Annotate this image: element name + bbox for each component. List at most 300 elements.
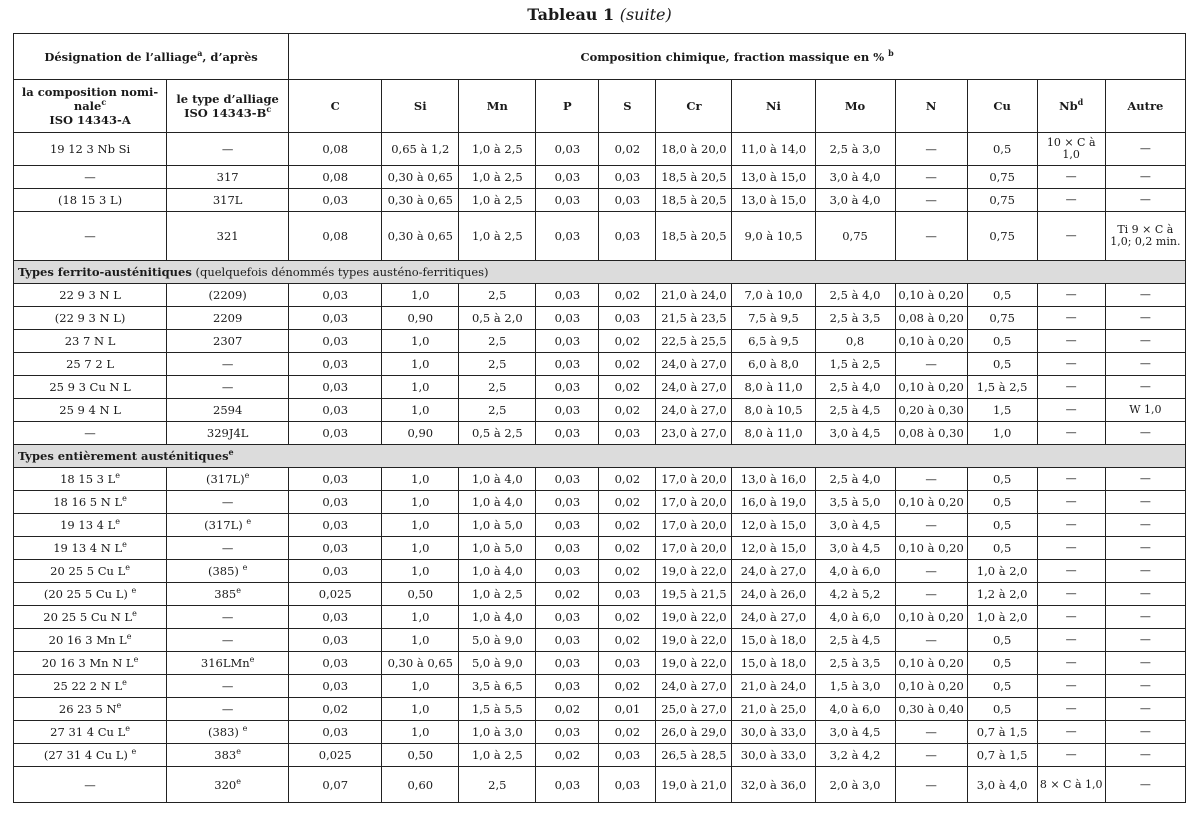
composition-value-cell: 19,0 à 22,0 (656, 629, 732, 652)
element-header-p: P (536, 80, 599, 133)
composition-value-cell: 0,10 à 0,20 (895, 376, 967, 399)
table-row (14, 721, 1186, 744)
composition-value-cell: 0,10 à 0,20 (895, 537, 967, 560)
composition-value-cell: 1,0 (382, 491, 459, 514)
nominal-designation-cell: 26 23 5 $N^e$ (14, 698, 167, 721)
composition-value-cell: 0,03 (536, 514, 599, 537)
composition-value-cell: 1,0 (382, 560, 459, 583)
table-row (14, 767, 1186, 803)
composition-value-cell: 0,5 (967, 284, 1037, 307)
composition-value-cell: — (1105, 698, 1185, 721)
composition-value-cell: 0,5 (967, 514, 1037, 537)
composition-value-cell: 0,02 (599, 675, 656, 698)
alloy-type-cell: (385) $^e$ (167, 560, 289, 583)
nominal-designation-cell: 20 16 3 Mn Le (14, 629, 167, 652)
composition-value-cell: — (1105, 376, 1185, 399)
alloy-type-cell: — (167, 537, 289, 560)
composition-value-cell: 13,0 à 15,0 (732, 189, 815, 212)
composition-value-cell: — (895, 468, 967, 491)
alloy-type-cell: — (167, 629, 289, 652)
caption-title: Tableau 1 (527, 5, 615, 24)
composition-value-cell: — (895, 767, 967, 803)
composition-value-cell: 32,0 à 36,0 (732, 767, 815, 803)
composition-value-cell: 30,0 à 33,0 (732, 721, 815, 744)
composition-value-cell: 0,5 (967, 629, 1037, 652)
composition-value-cell: 8 × C à 1,0 (1037, 767, 1105, 803)
composition-value-cell: — (1105, 675, 1185, 698)
composition-value-cell: 0,03 (289, 376, 382, 399)
composition-value-cell: 24,0 à 27,0 (732, 560, 815, 583)
composition-value-cell: 0,03 (536, 537, 599, 560)
composition-value-cell: 13,0 à 16,0 (732, 468, 815, 491)
composition-value-cell: 1,0 à 3,0 (459, 721, 536, 744)
nominal-designation-cell: — (14, 212, 167, 261)
composition-value-cell: 1,0 (382, 468, 459, 491)
composition-value-cell: 1,0 à 2,5 (459, 583, 536, 606)
table-row (14, 537, 1186, 560)
composition-value-cell: 8,0 à 11,0 (732, 376, 815, 399)
alloy-type-cell: 316LMn$^e$ (167, 652, 289, 675)
composition-value-cell: — (895, 721, 967, 744)
nominal-designation-cell: 25 9 3 Cu N L (14, 376, 167, 399)
composition-value-cell: — (1037, 353, 1105, 376)
composition-value-cell: 0,03 (289, 514, 382, 537)
composition-value-cell: — (1105, 284, 1185, 307)
composition-value-cell: 1,0 à 2,5 (459, 166, 536, 189)
composition-value-cell: 0,03 (289, 330, 382, 353)
composition-value-cell: 3,5 à 6,5 (459, 675, 536, 698)
composition-value-cell: W 1,0 (1105, 399, 1185, 422)
composition-value-cell: 0,90 (382, 422, 459, 445)
composition-value-cell: — (895, 212, 967, 261)
composition-value-cell: 0,5 à 2,5 (459, 422, 536, 445)
composition-value-cell: 1,0 (382, 514, 459, 537)
composition-value-cell: — (1105, 629, 1185, 652)
composition-value-cell: 0,30 à 0,65 (382, 212, 459, 261)
table-row (14, 212, 1186, 261)
alloy-type-cell: 329J4L (167, 422, 289, 445)
composition-value-cell: — (895, 133, 967, 166)
composition-value-cell: 9,0 à 10,5 (732, 212, 815, 261)
composition-value-cell: 2,5 à 3,5 (815, 307, 895, 330)
composition-value-cell: 1,5 (967, 399, 1037, 422)
composition-value-cell: 0,7 à 1,5 (967, 744, 1037, 767)
composition-value-cell: 0,03 (289, 353, 382, 376)
composition-value-cell: — (1037, 537, 1105, 560)
composition-value-cell: 10 × C à 1,0 (1037, 133, 1105, 166)
composition-value-cell: 0,02 (599, 606, 656, 629)
composition-value-cell: 1,0 (382, 353, 459, 376)
composition-value-cell: 1,0 (382, 537, 459, 560)
nominal-header: la composition nomi-nale$^c$ ISO 14343-A (14, 80, 167, 133)
composition-value-cell: 0,025 (289, 744, 382, 767)
composition-value-cell: — (1037, 376, 1105, 399)
composition-value-cell: 3,0 à 4,0 (815, 189, 895, 212)
composition-value-cell: 0,02 (536, 698, 599, 721)
composition-value-cell: — (1105, 307, 1185, 330)
table-caption (0, 0, 1199, 32)
composition-value-cell: 4,0 à 6,0 (815, 606, 895, 629)
composition-value-cell: 0,02 (599, 376, 656, 399)
composition-value-cell: 1,0 (382, 284, 459, 307)
composition-value-cell: 7,0 à 10,0 (732, 284, 815, 307)
composition-value-cell: — (1037, 422, 1105, 445)
nominal-designation-cell: 18 15 3 Le (14, 468, 167, 491)
composition-value-cell: 0,5 (967, 675, 1037, 698)
element-header-s: S (599, 80, 656, 133)
composition-value-cell: 0,03 (289, 284, 382, 307)
composition-value-cell: — (1105, 560, 1185, 583)
table-row (14, 468, 1186, 491)
composition-value-cell: — (1105, 133, 1185, 166)
composition-value-cell: — (1037, 744, 1105, 767)
composition-value-cell: 0,03 (289, 652, 382, 675)
composition-value-cell: 15,0 à 18,0 (732, 652, 815, 675)
composition-value-cell: — (1105, 652, 1185, 675)
composition-value-cell: 1,0 (382, 399, 459, 422)
composition-value-cell: — (1105, 767, 1185, 803)
composition-value-cell: 24,0 à 27,0 (656, 675, 732, 698)
composition-value-cell: 5,0 à 9,0 (459, 629, 536, 652)
nominal-designation-cell: — (14, 767, 167, 803)
composition-value-cell: 1,0 à 2,0 (967, 560, 1037, 583)
composition-value-cell: — (1105, 422, 1185, 445)
nominal-designation-cell: 18 16 5 N Le (14, 491, 167, 514)
composition-value-cell: 2,5 (459, 284, 536, 307)
composition-value-cell: — (1105, 468, 1185, 491)
composition-value-cell: 0,08 à 0,30 (895, 422, 967, 445)
composition-value-cell: — (1037, 560, 1105, 583)
composition-value-cell: 1,0 à 2,5 (459, 744, 536, 767)
table-row (14, 491, 1186, 514)
composition-value-cell: 1,0 (382, 675, 459, 698)
composition-value-cell: — (895, 583, 967, 606)
composition-value-cell: 24,0 à 27,0 (656, 399, 732, 422)
composition-value-cell: 1,2 à 2,0 (967, 583, 1037, 606)
table-row (14, 376, 1186, 399)
composition-value-cell: 0,03 (536, 399, 599, 422)
alloy-type-cell: 2209 (167, 307, 289, 330)
composition-value-cell: 4,0 à 6,0 (815, 698, 895, 721)
composition-value-cell: 0,02 (599, 721, 656, 744)
element-header-mo: Mo (815, 80, 895, 133)
alloy-type-cell: — (167, 606, 289, 629)
composition-value-cell: — (1037, 698, 1105, 721)
composition-value-cell: 12,0 à 15,0 (732, 514, 815, 537)
composition-value-cell: 1,0 à 2,5 (459, 133, 536, 166)
composition-value-cell: 0,03 (599, 189, 656, 212)
composition-value-cell: Ti 9 × C à 1,0; 0,2 min. (1105, 212, 1185, 261)
table-row (14, 330, 1186, 353)
composition-value-cell: 26,0 à 29,0 (656, 721, 732, 744)
composition-value-cell: 0,75 (815, 212, 895, 261)
composition-value-cell: 0,03 (599, 212, 656, 261)
composition-value-cell: — (1105, 514, 1185, 537)
nominal-designation-cell: 25 9 4 N L (14, 399, 167, 422)
composition-value-cell: 18,5 à 20,5 (656, 189, 732, 212)
composition-value-cell: 4,0 à 6,0 (815, 560, 895, 583)
composition-value-cell: 0,02 (599, 537, 656, 560)
nominal-designation-cell: (27 31 4 Cu L) $^e$ (14, 744, 167, 767)
composition-value-cell: 3,0 à 4,5 (815, 514, 895, 537)
composition-value-cell: 0,03 (536, 422, 599, 445)
alloy-type-cell: 2307 (167, 330, 289, 353)
composition-value-cell: 3,0 à 4,0 (967, 767, 1037, 803)
composition-value-cell: 2,5 à 4,0 (815, 284, 895, 307)
composition-value-cell: 18,5 à 20,5 (656, 166, 732, 189)
section-header-row (14, 261, 1186, 284)
composition-value-cell: — (1037, 330, 1105, 353)
composition-value-cell: 0,02 (599, 491, 656, 514)
composition-value-cell: 0,7 à 1,5 (967, 721, 1037, 744)
composition-value-cell: 0,02 (599, 468, 656, 491)
composition-value-cell: 2,5 à 4,5 (815, 399, 895, 422)
element-header-cu: Cu (967, 80, 1037, 133)
composition-value-cell: 0,02 (599, 399, 656, 422)
composition-value-cell: 1,5 à 2,5 (967, 376, 1037, 399)
alloy-type-cell: — (167, 376, 289, 399)
composition-value-cell: 2,5 (459, 376, 536, 399)
composition-value-cell: 0,03 (536, 721, 599, 744)
composition-value-cell: — (895, 189, 967, 212)
composition-value-cell: 21,0 à 25,0 (732, 698, 815, 721)
composition-value-cell: — (1037, 189, 1105, 212)
composition-value-cell: 3,0 à 4,5 (815, 721, 895, 744)
composition-value-cell: 18,0 à 20,0 (656, 133, 732, 166)
composition-value-cell: 18,5 à 20,5 (656, 212, 732, 261)
composition-value-cell: 0,03 (599, 307, 656, 330)
composition-value-cell: 0,03 (536, 767, 599, 803)
composition-value-cell: — (1037, 166, 1105, 189)
alloy-type-cell: 321 (167, 212, 289, 261)
table-row (14, 629, 1186, 652)
composition-value-cell: 1,0 à 2,5 (459, 212, 536, 261)
caption-suffix: (suite) (619, 5, 672, 24)
composition-value-cell: 6,5 à 9,5 (732, 330, 815, 353)
element-header-autre: Autre (1105, 80, 1185, 133)
composition-value-cell: 1,0 (382, 629, 459, 652)
composition-header: Composition chimique, fraction massique en % $^b$ (289, 34, 1186, 80)
composition-value-cell: 1,5 à 3,0 (815, 675, 895, 698)
composition-value-cell: 0,03 (536, 284, 599, 307)
table-row (14, 652, 1186, 675)
composition-value-cell: 0,03 (536, 189, 599, 212)
composition-value-cell: 12,0 à 15,0 (732, 537, 815, 560)
composition-value-cell: — (1037, 652, 1105, 675)
composition-value-cell: 30,0 à 33,0 (732, 744, 815, 767)
composition-value-cell: 0,03 (289, 721, 382, 744)
composition-value-cell: 0,03 (289, 537, 382, 560)
composition-value-cell: — (1105, 189, 1185, 212)
composition-value-cell: — (1037, 307, 1105, 330)
composition-value-cell: 2,5 (459, 353, 536, 376)
composition-value-cell: 22,5 à 25,5 (656, 330, 732, 353)
composition-value-cell: 1,0 à 5,0 (459, 537, 536, 560)
composition-value-cell: 0,75 (967, 307, 1037, 330)
alloy-type-cell: 385e (167, 583, 289, 606)
composition-value-cell: 3,5 à 5,0 (815, 491, 895, 514)
composition-value-cell: 0,01 (599, 698, 656, 721)
composition-value-cell: 0,03 (289, 468, 382, 491)
composition-value-cell: 0,5 (967, 468, 1037, 491)
composition-value-cell: 0,03 (536, 652, 599, 675)
composition-value-cell: 26,5 à 28,5 (656, 744, 732, 767)
alloy-type-cell: (383) $^e$ (167, 721, 289, 744)
composition-value-cell: 6,0 à 8,0 (732, 353, 815, 376)
nominal-designation-cell: — (14, 166, 167, 189)
alloy-type-cell: 317L (167, 189, 289, 212)
composition-value-cell: 0,5 (967, 698, 1037, 721)
nominal-designation-cell: 23 7 N L (14, 330, 167, 353)
composition-value-cell: 1,0 à 4,0 (459, 468, 536, 491)
designation-header: Désignation de l’alliage$^a$, d’après (14, 34, 289, 80)
composition-value-cell: 0,08 (289, 133, 382, 166)
composition-value-cell: 0,03 (536, 376, 599, 399)
composition-value-cell: — (1037, 284, 1105, 307)
element-header-cr: Cr (656, 80, 732, 133)
composition-value-cell: 0,10 à 0,20 (895, 675, 967, 698)
composition-value-cell: — (1037, 212, 1105, 261)
composition-value-cell: — (1037, 675, 1105, 698)
composition-value-cell: 13,0 à 15,0 (732, 166, 815, 189)
composition-value-cell: 0,03 (536, 606, 599, 629)
composition-value-cell: — (1105, 744, 1185, 767)
composition-value-cell: 3,0 à 4,5 (815, 422, 895, 445)
composition-value-cell: 1,0 à 2,0 (967, 606, 1037, 629)
composition-value-cell: 0,03 (536, 353, 599, 376)
composition-value-cell: 2,5 à 4,0 (815, 468, 895, 491)
composition-value-cell: 0,02 (599, 330, 656, 353)
composition-value-cell: 1,0 (382, 330, 459, 353)
table-row (14, 422, 1186, 445)
composition-value-cell: 0,03 (536, 468, 599, 491)
composition-value-cell: — (1037, 721, 1105, 744)
composition-value-cell: — (1037, 606, 1105, 629)
alloy-type-cell: 2594 (167, 399, 289, 422)
element-header-si: Si (382, 80, 459, 133)
nominal-designation-cell: — (14, 422, 167, 445)
composition-value-cell: 0,75 (967, 166, 1037, 189)
composition-value-cell: 0,08 à 0,20 (895, 307, 967, 330)
composition-value-cell: — (1105, 491, 1185, 514)
composition-value-cell: — (1105, 330, 1185, 353)
composition-value-cell: 0,30 à 0,65 (382, 166, 459, 189)
composition-value-cell: 1,5 à 2,5 (815, 353, 895, 376)
composition-value-cell: 0,5 (967, 330, 1037, 353)
composition-value-cell: 0,65 à 1,2 (382, 133, 459, 166)
composition-value-cell: 24,0 à 27,0 (656, 353, 732, 376)
composition-value-cell: 2,5 (459, 330, 536, 353)
composition-value-cell: 0,03 (289, 307, 382, 330)
header-row-1 (14, 34, 1186, 80)
composition-value-cell: 0,5 (967, 491, 1037, 514)
composition-value-cell: — (1037, 514, 1105, 537)
alloy-type-cell: — (167, 675, 289, 698)
composition-value-cell: 0,03 (536, 330, 599, 353)
composition-value-cell: 0,02 (599, 629, 656, 652)
composition-value-cell: 0,10 à 0,20 (895, 330, 967, 353)
composition-value-cell: 0,02 (536, 583, 599, 606)
composition-value-cell: — (895, 744, 967, 767)
composition-value-cell: 0,30 à 0,65 (382, 652, 459, 675)
table-row (14, 675, 1186, 698)
composition-value-cell: 19,0 à 22,0 (656, 606, 732, 629)
composition-value-cell: — (1105, 537, 1185, 560)
alloy-composition-table (13, 33, 1186, 803)
table-row (14, 133, 1186, 166)
composition-value-cell: 0,90 (382, 307, 459, 330)
composition-value-cell: 24,0 à 27,0 (656, 376, 732, 399)
composition-value-cell: 0,02 (289, 698, 382, 721)
composition-value-cell: — (1105, 583, 1185, 606)
alloy-type-cell: 383e (167, 744, 289, 767)
composition-value-cell: 0,02 (599, 284, 656, 307)
composition-value-cell: 0,03 (599, 744, 656, 767)
composition-value-cell: — (1105, 721, 1185, 744)
composition-value-cell: 0,03 (599, 422, 656, 445)
composition-value-cell: 0,30 à 0,65 (382, 189, 459, 212)
nominal-designation-cell: 27 31 4 Cu Le (14, 721, 167, 744)
composition-value-cell: 0,60 (382, 767, 459, 803)
composition-value-cell: 0,03 (599, 583, 656, 606)
section-title: Types ferrito-austénitiques (quelquefois dénommés types austéno-ferritiques) (14, 261, 1186, 284)
element-header-nb: Nb$^d$ (1037, 80, 1105, 133)
table-row (14, 166, 1186, 189)
nominal-designation-cell: 19 13 4 N Le (14, 537, 167, 560)
composition-value-cell: 2,0 à 3,0 (815, 767, 895, 803)
composition-value-cell: 7,5 à 9,5 (732, 307, 815, 330)
nominal-designation-cell: 25 22 2 N Le (14, 675, 167, 698)
nominal-designation-cell: 20 16 3 Mn N Le (14, 652, 167, 675)
composition-value-cell: 0,10 à 0,20 (895, 284, 967, 307)
composition-value-cell: 2,5 (459, 399, 536, 422)
composition-value-cell: 0,03 (536, 675, 599, 698)
nominal-designation-cell: 22 9 3 N L (14, 284, 167, 307)
composition-value-cell: 3,2 à 4,2 (815, 744, 895, 767)
composition-value-cell: — (1037, 468, 1105, 491)
table-row (14, 583, 1186, 606)
composition-value-cell: — (1037, 399, 1105, 422)
composition-value-cell: 1,0 à 2,5 (459, 189, 536, 212)
composition-value-cell: — (1105, 166, 1185, 189)
alloy-type-cell: 317 (167, 166, 289, 189)
composition-value-cell: 0,03 (289, 675, 382, 698)
composition-value-cell: 8,0 à 11,0 (732, 422, 815, 445)
composition-value-cell: 21,5 à 23,5 (656, 307, 732, 330)
composition-value-cell: 0,02 (536, 744, 599, 767)
composition-value-cell: 0,75 (967, 189, 1037, 212)
nominal-designation-cell: 20 25 5 Cu N Le (14, 606, 167, 629)
composition-value-cell: — (895, 514, 967, 537)
composition-value-cell: — (1037, 629, 1105, 652)
composition-value-cell: 0,03 (599, 652, 656, 675)
nominal-designation-cell: (18 15 3 L) (14, 189, 167, 212)
alloy-type-cell: $(317L)^e$ (167, 468, 289, 491)
composition-value-cell: 1,0 à 5,0 (459, 514, 536, 537)
composition-value-cell: 0,03 (536, 629, 599, 652)
composition-value-cell: 17,0 à 20,0 (656, 537, 732, 560)
table-row (14, 284, 1186, 307)
composition-value-cell: 15,0 à 18,0 (732, 629, 815, 652)
composition-value-cell: 0,03 (536, 307, 599, 330)
composition-value-cell: 0,03 (536, 560, 599, 583)
header-row-2 (14, 80, 1186, 133)
nominal-designation-cell: 19 13 4 Le (14, 514, 167, 537)
table-row (14, 698, 1186, 721)
composition-value-cell: — (895, 629, 967, 652)
composition-value-cell: 0,8 (815, 330, 895, 353)
composition-value-cell: 0,5 (967, 537, 1037, 560)
